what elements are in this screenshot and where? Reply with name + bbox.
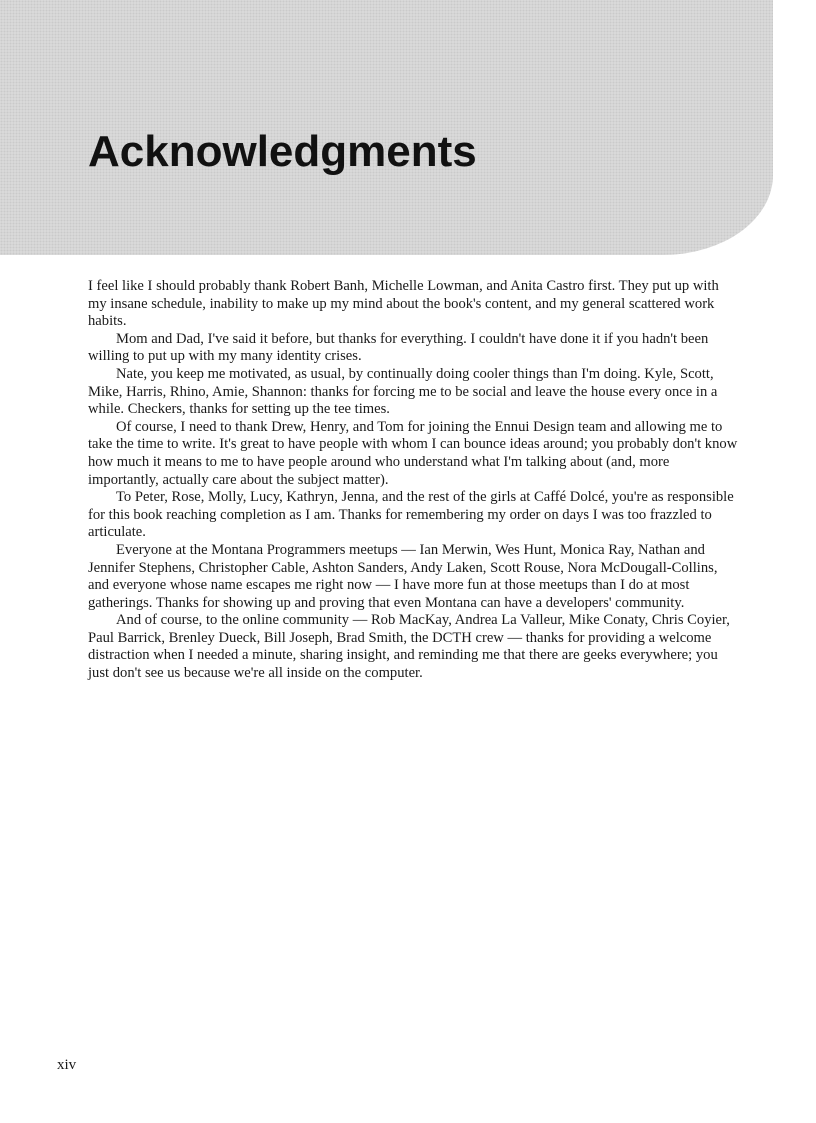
paragraph: Of course, I need to thank Drew, Henry, and Tom for joining the Ennui Design team and allowing me to take the time to write. It's great to have people with whom I can bounce ideas around; you probably don't know how much it means to me to have people around who understand what I'm talking about (and, more importantly, actually care about the subject matter).	[88, 418, 738, 488]
paragraph: I feel like I should probably thank Robert Banh, Michelle Lowman, and Anita Castro first. They put up with my insane schedule, inability to make up my mind about the book's content, and my general scattered work habits.	[88, 278, 719, 330]
paragraph: Everyone at the Montana Programmers meetups — Ian Merwin, Wes Hunt, Monica Ray, Nathan and Jennifer Stephens, Christopher Cable, Ashton Sanders, Andy Laken, Scott Rouse, Nora McDougall-Collins, and everyone whose name escapes me right now — I have more fun at those meetups than I do at most gatherings. Thanks for showing up and proving that even Montana can have a developers' community.	[88, 541, 718, 611]
paragraph: Mom and Dad, I've said it before, but thanks for everything. I couldn't have done it if you hadn't been willing to put up with my many identity crises.	[88, 330, 709, 365]
acknowledgments-body	[88, 278, 738, 683]
paragraph: Nate, you keep me motivated, as usual, by continually doing cooler things than I'm doing. Kyle, Scott, Mike, Harris, Rhino, Amie, Shannon: thanks for forcing me to be social and leave the house every once in a while. Checkers, thanks for setting up the tee times.	[88, 365, 718, 418]
page-number: xiv	[57, 1057, 77, 1073]
page-title: Acknowledgments	[88, 127, 477, 176]
paragraph: To Peter, Rose, Molly, Lucy, Kathryn, Jenna, and the rest of the girls at Caffé Dolcé, you're as responsible for this book reaching completion as I am. Thanks for remembering my order on days I was too frazzled to articulate.	[88, 489, 734, 541]
chapter-header-band	[0, 0, 773, 255]
paragraph: And of course, to the online community — Rob MacKay, Andrea La Valleur, Mike Conaty, Chris Coyier, Paul Barrick, Brenley Dueck, Bill Joseph, Brad Smith, the DCTH crew — thanks for providing a welcome distraction when I needed a minute, sharing insight, and reminding me that there are geeks everywhere; you just don't see us because we're all inside on the computer.	[88, 612, 730, 682]
